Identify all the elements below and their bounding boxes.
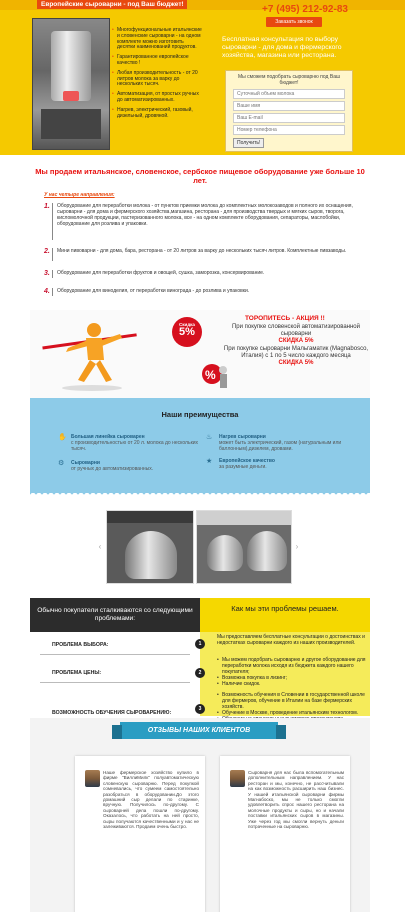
email-input[interactable] xyxy=(233,113,345,123)
direction-item xyxy=(44,203,364,241)
direction-text: Мини пивоварни - для дома, бара, ресторана - от 20 литров за варку до нескольких тысяч литров. Комплектные пивзаводы. xyxy=(57,248,347,254)
slider-photo-1 xyxy=(106,510,194,584)
advantage-desc: с производительностью от 20 л. молока до нескольких тысяч. xyxy=(71,440,199,452)
divider xyxy=(52,203,53,240)
problem-number: 1 xyxy=(195,639,205,649)
promo-details xyxy=(222,324,370,367)
hands-icon: ✋ xyxy=(58,434,67,441)
promo-discount-1: СКИДКА 5% xyxy=(278,338,314,345)
consultation-text: Бесплатная консультация по выбору сыроварни - для дома и фермерского хозяйства, магазина или ресторана. xyxy=(222,36,342,59)
advantage-desc: может быть электрический, газом (натуральным или баллонным),дизелем, дровами. xyxy=(219,440,342,452)
direction-number: 2. xyxy=(44,248,50,255)
discount-badge-label: Скидка xyxy=(179,322,195,327)
advantage-desc: за разумные деньги. xyxy=(219,464,267,470)
advantage-bold: Европейское качество xyxy=(219,458,275,464)
direction-item xyxy=(44,288,364,296)
direction-number: 4. xyxy=(44,288,50,295)
problem-question: ПРОБЛЕМА ЦЕНЫ: xyxy=(52,670,102,676)
discount-badge xyxy=(172,317,202,347)
advantage-item xyxy=(58,434,208,452)
milk-volume-input[interactable] xyxy=(233,89,345,99)
avatar xyxy=(230,770,245,787)
svg-text:%: % xyxy=(205,368,216,382)
problems-heading: Обычно покупатели сталкиваются со следующими проблемами: xyxy=(30,598,200,632)
reviews-section xyxy=(30,718,370,912)
divider xyxy=(52,270,53,278)
chevron-left-icon[interactable]: ‹ xyxy=(98,542,102,551)
steel-vat-image xyxy=(247,531,287,571)
steel-vat-image xyxy=(207,535,243,571)
chevron-right-icon[interactable]: › xyxy=(295,542,299,551)
running-figure-illustration xyxy=(42,318,137,393)
review-card xyxy=(75,756,205,912)
discount-badge-value: 5% xyxy=(179,326,195,338)
advantage-text xyxy=(71,434,206,452)
direction-number: 3. xyxy=(44,270,50,277)
solution-text xyxy=(217,635,367,647)
advantage-bold: Сыроварни xyxy=(71,460,100,466)
form-title: Мы сможем подобрать сыроварню под Ваш бюджет! xyxy=(238,74,340,86)
review-text: Наше фермерское хозяйство купило в фирме "ВиллиМилк" полуавтоматическую словенскую сыроварню. Перед покупкой сомневались, что сумеем самостоятельно разобраться в оборудовании.До этого домашний сыр делали по старинке, вручную. Получилось по-другому. С сыроварней дела пошли по-другому. Оказалось, что работать на ней просто, сыры получаются качественными и у нас не залеживаются. Продаем очень быстро. xyxy=(103,770,199,830)
problems-section xyxy=(30,598,370,716)
avatar xyxy=(85,770,100,787)
advantage-text xyxy=(219,434,354,452)
divider xyxy=(40,654,190,655)
solution-text xyxy=(217,658,367,688)
solution-line: Мы предоставляем бесплатные консультации о достоинствах и недостатках сыроварни каждого из наших производителей. xyxy=(217,634,365,646)
advantage-desc: от ручных до автоматизированных. xyxy=(71,466,154,472)
solution-line: • Обучение в Москве, проведение итальянским технологом. xyxy=(217,711,367,717)
feature-item: • Любая производительность - от 20 литров молока за варку до нескольких тысяч. xyxy=(112,71,202,88)
submit-button[interactable]: Получить! xyxy=(233,138,264,148)
sales-section xyxy=(30,155,370,307)
problem-number: 3 xyxy=(195,704,205,714)
promo-discount-2: СКИДКА 5% xyxy=(278,360,314,367)
advantages-section xyxy=(30,398,370,493)
feature-item: • Нагрев, электрический, газовый, дизельный, дровяной. xyxy=(112,108,202,120)
feature-item: • Гарантированное европейское качество ! xyxy=(112,55,202,67)
hero-title: Европейские сыроварни - под Ваш бюджет! xyxy=(37,0,187,9)
direction-item xyxy=(44,270,364,278)
advantage-bold: Большая линейка сыроварен xyxy=(71,434,145,440)
problem-question: ВОЗМОЖНОСТЬ ОБУЧЕНИЯ СЫРОВАРЕНИЮ: xyxy=(52,710,172,716)
photo-shade xyxy=(107,511,194,523)
slider-photo-2 xyxy=(196,510,292,584)
direction-number: 1. xyxy=(44,203,50,210)
direction-text: Оборудование для виноделия, от переработки винограда - до розлива и упаковки. xyxy=(57,288,250,294)
hero-section xyxy=(0,0,405,155)
zigzag-divider xyxy=(30,491,370,497)
advantage-item xyxy=(58,460,208,474)
feature-item: • Многофункциональные итальянские и словенские сыроварни - на одном комплекте можно изготовить десятки наименований продуктов. xyxy=(112,28,202,51)
request-call-button[interactable]: Заказать звонок xyxy=(266,17,322,27)
promo-line-2: При покупке сыроварни Мальгаматик (Magnabosco, Италия) с 1 по 5 число каждого месяца xyxy=(223,345,369,359)
review-text: Сыроварня для нас была вспомогательным дополнительным направлением. У нас ресторан и мы, конечно, не рассчитывали на как возможность расширить наш бизнес. У нашей итальянской сыроварни фирмы Магнабоско, мы не только смогли удовлетворить спрос нашего ресторана на молочные продукты и сыры, но и начали поставки итальянских сыров в магазины. Уже через год мы смогли вернуть деньги потраченные на сыроварню. xyxy=(248,770,344,830)
direction-text: Оборудование для переработки фруктов и овощей, сушка, заморозка, консервирование. xyxy=(57,270,265,276)
promo-hurry-text: ТОРОПИТЕСЬ - АКЦИЯ !! xyxy=(245,315,325,322)
solution-line: • Мы можем подобрать сыроварню и другое оборудование для переработки молока исходя из бюджета каждого нашего покупателя; xyxy=(217,658,367,676)
advantage-item xyxy=(206,458,356,472)
solution-line: • Возможна покупка в лизинг; xyxy=(217,676,367,682)
divider xyxy=(52,248,53,261)
promo-section xyxy=(30,310,370,398)
cheese-vat-photo xyxy=(32,18,110,150)
vat-burner-image xyxy=(63,91,79,101)
sales-subheading: У нас четыре направления: xyxy=(44,192,115,198)
phone-input[interactable] xyxy=(233,125,345,135)
advantage-bold: Нагрев сыроварни xyxy=(219,434,266,440)
advantage-text xyxy=(219,458,354,470)
problem-question: ПРОБЛЕМА ВЫБОРА: xyxy=(52,642,109,648)
vat-base-image xyxy=(41,109,101,139)
heat-icon: ♨ xyxy=(206,434,213,441)
reviews-title: ОТЗЫВЫ НАШИХ КЛИЕНТОВ xyxy=(120,722,278,739)
phone-number[interactable]: +7 (495) 212-92-83 xyxy=(262,4,348,15)
divider xyxy=(40,682,190,683)
steel-vat-image xyxy=(125,531,177,579)
gear-icon: ⚙ xyxy=(58,460,65,467)
name-input[interactable] xyxy=(233,101,345,111)
photo-ceiling xyxy=(197,511,292,525)
feature-item: • Автоматизация, от простых ручных до автоматизированных. xyxy=(112,92,202,104)
solution-line: • Наличие скидок. xyxy=(217,682,367,688)
advantage-text xyxy=(71,460,206,472)
advantage-item xyxy=(206,434,356,452)
hero-feature-list xyxy=(112,28,202,123)
photo-slider xyxy=(30,500,370,593)
promo-line-1: При покупке словенской автоматизированной сыроварни xyxy=(231,324,360,338)
review-card xyxy=(220,756,350,912)
direction-item xyxy=(44,248,364,262)
solutions-heading: Как мы эти проблемы решаем. xyxy=(200,598,370,632)
advantages-title: Наши преимущества xyxy=(161,410,239,419)
problem-number: 2 xyxy=(195,668,205,678)
solution-line: • Возможность обучения в Словении в государственной школе для фермеров, обучение в Италии на базе фермерских хозяйств. xyxy=(217,693,367,711)
divider xyxy=(52,288,53,296)
quality-icon: ★ xyxy=(206,458,213,465)
lead-form xyxy=(225,70,353,152)
direction-text: Оборудование для переработки молока - от пунктов приемки молока до комплектных молокозаводов и полного их оснащения, сыроварни - для дома и фермерского хозяйства,магазина, ресторана - для производства твердых и мягких сыров, творога, кисломолочной продукции, пастеризованного молока, все - на одном комплекте оборудования, сепараторы, маслобойки, оборудование для розлива и упаковки. xyxy=(57,203,353,227)
sales-heading: Мы продаем итальянское, словенское, сербское пищевое оборудование уже больше 10 лет. xyxy=(35,167,365,185)
